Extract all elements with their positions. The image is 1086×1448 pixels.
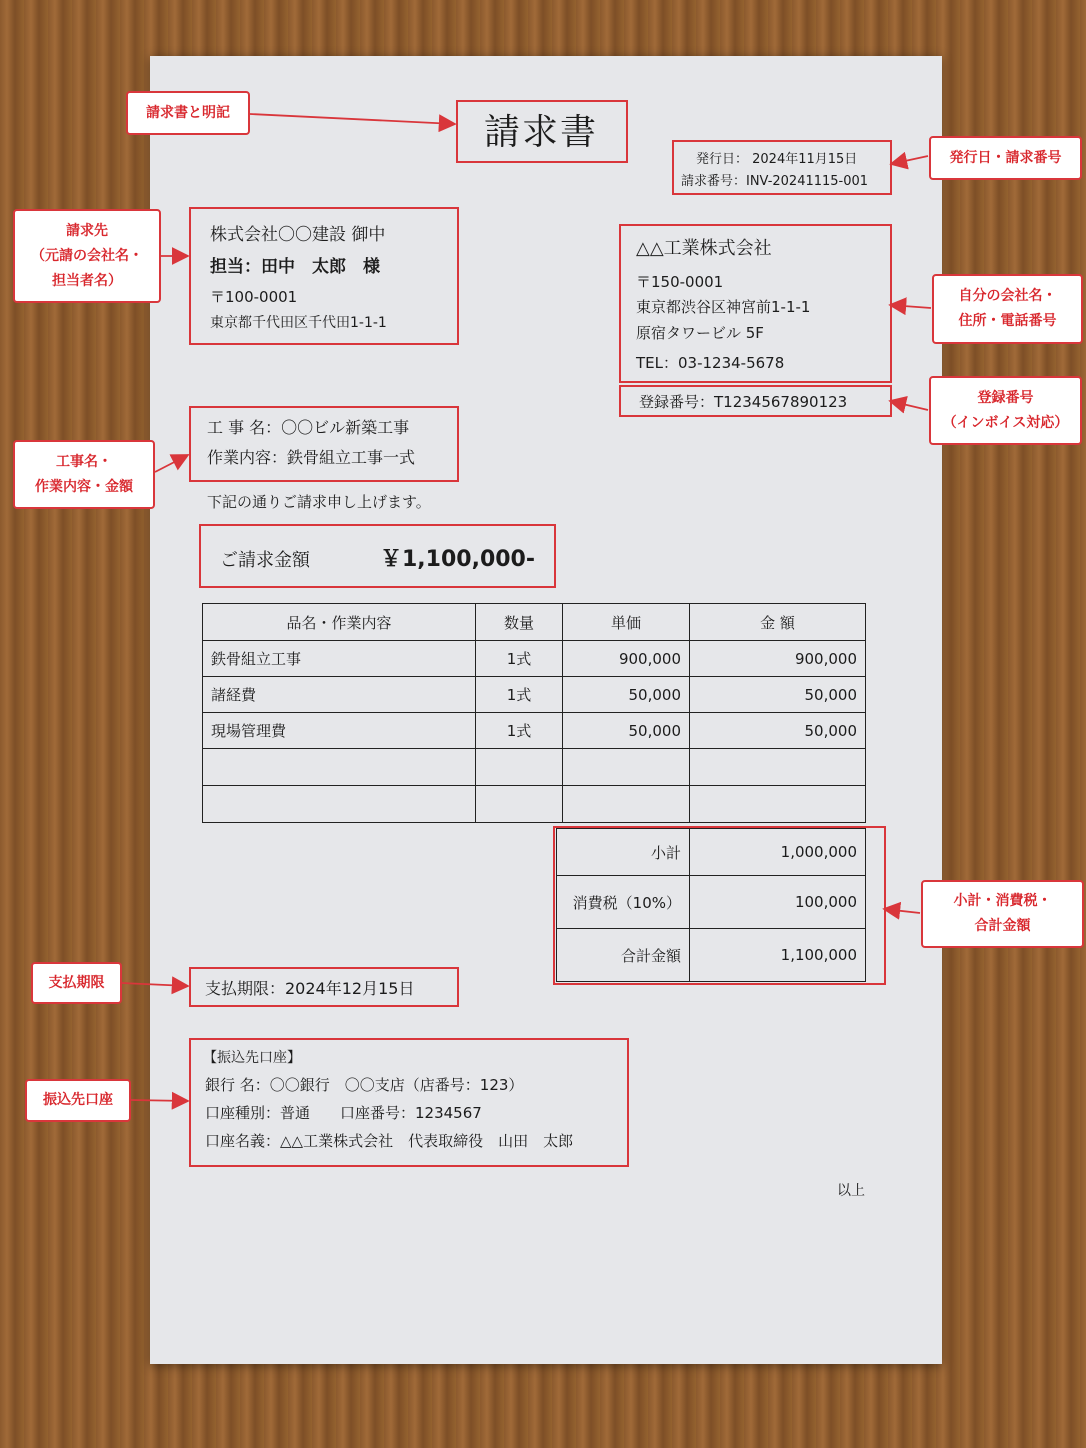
tax-value: 100,000 [690,876,866,929]
client-address: 東京都千代田区千代田1-1-1 [210,315,387,331]
annotation-totals: 小計・消費税・ 合計金額 [921,880,1084,948]
header-amount: 金 額 [690,604,866,641]
subtotal-label: 小計 [557,829,690,876]
cell: 1式 [476,641,563,677]
issuer-name: △△工業株式会社 [636,238,772,259]
cell: 現場管理費 [203,713,476,749]
amount-value: ￥1,100,000- [380,547,535,572]
cell: 900,000 [690,641,866,677]
annotation-registration: 登録番号 （インボイス対応） [929,376,1082,445]
cell: 鉄骨組立工事 [203,641,476,677]
issuer-postal: 〒150-0001 [636,273,724,291]
annotation-project: 工事名・ 作業内容・金額 [13,440,155,509]
total-value: 1,100,000 [690,929,866,982]
annotation-date: 発行日・請求番号 [929,136,1082,180]
bank-name: 銀行 名：〇〇銀行 〇〇支店（店番号：123） [205,1076,524,1094]
header-item: 品名・作業内容 [203,604,476,641]
project-name: 工 事 名：〇〇ビル新築工事 [207,418,410,437]
header-unit-price: 単価 [563,604,690,641]
client-name: 株式会社〇〇建設 御中 [210,225,386,245]
cell: 50,000 [563,713,690,749]
issuer-address: 東京都渋谷区神宮前1-1-1 [636,298,811,316]
cell: 1式 [476,713,563,749]
bank-heading: 【振込先口座】 [203,1050,301,1066]
account-type: 口座種別：普通 口座番号：1234567 [205,1104,482,1122]
cell: 50,000 [690,677,866,713]
amount-label: ご請求金額 [220,550,310,571]
work-description: 作業内容：鉄骨組立工事一式 [207,448,416,467]
annotation-client: 請求先 （元請の会社名・ 担当者名） [13,209,161,303]
subtotal-value: 1,000,000 [690,829,866,876]
annotation-bank: 振込先口座 [25,1079,131,1122]
issuer-building: 原宿タワービル 5F [636,324,764,342]
total-label: 合計金額 [557,929,690,982]
intro-text: 下記の通りご請求申し上げます。 [207,493,431,511]
issue-date: 発行日： 2024年11月15日 [696,152,858,167]
issuer-tel: TEL：03-1234-5678 [636,354,785,372]
client-postal: 〒100-0001 [210,288,298,306]
annotation-due: 支払期限 [31,962,122,1004]
annotation-title: 請求書と明記 [126,91,250,135]
annotation-issuer: 自分の会社名・ 住所・電話番号 [932,274,1083,344]
end-mark: 以上 [837,1183,865,1199]
tax-label: 消費税（10%） [557,876,690,929]
account-holder: 口座名義：△△工業株式会社 代表取締役 山田 太郎 [205,1132,574,1150]
payment-due: 支払期限：2024年12月15日 [205,979,415,998]
registration-number: 登録番号：T1234567890123 [639,393,848,411]
invoice-title: 請求書 [483,112,598,153]
cell: 900,000 [563,641,690,677]
cell: 諸経費 [203,677,476,713]
header-qty: 数量 [476,604,563,641]
invoice-number: 請求番号：INV-20241115-001 [681,174,869,189]
client-contact: 担当：田中 太郎 様 [210,257,380,277]
cell: 1式 [476,677,563,713]
cell: 50,000 [563,677,690,713]
cell: 50,000 [690,713,866,749]
